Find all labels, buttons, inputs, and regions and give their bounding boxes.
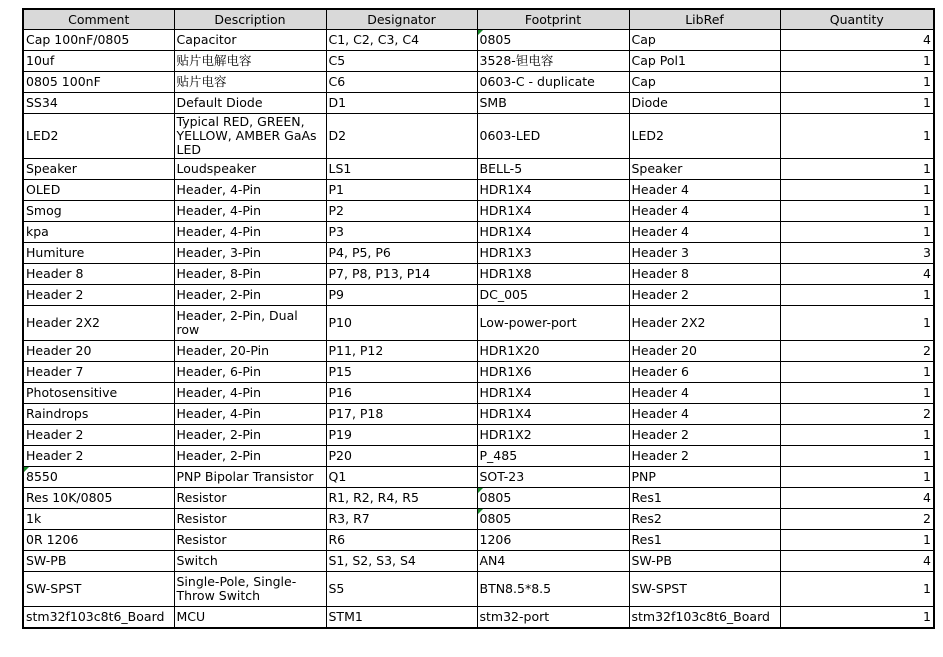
cell-description: Header, 2-Pin <box>174 446 326 467</box>
cell-footprint: HDR1X3 <box>477 243 629 264</box>
cell-footprint: HDR1X4 <box>477 222 629 243</box>
table-row <box>23 404 934 425</box>
cell-libref: SW-PB <box>629 551 780 572</box>
cell-description: Header, 4-Pin <box>174 201 326 222</box>
cell-comment: Res 10K/0805 <box>23 488 174 509</box>
cell-designator: S1, S2, S3, S4 <box>326 551 477 572</box>
cell-designator: Q1 <box>326 467 477 488</box>
cell-quantity: 2 <box>780 404 934 425</box>
cell-libref: Res1 <box>629 530 780 551</box>
cell-comment: Smog <box>23 201 174 222</box>
table-row <box>23 51 934 72</box>
cell-quantity: 1 <box>780 180 934 201</box>
cell-designator: D2 <box>326 114 477 159</box>
table-row <box>23 446 934 467</box>
cell-quantity: 1 <box>780 446 934 467</box>
table-row <box>23 306 934 341</box>
cell-comment: Cap 100nF/0805 <box>23 30 174 51</box>
cell-description: Switch <box>174 551 326 572</box>
table-row <box>23 488 934 509</box>
cell-designator: P15 <box>326 362 477 383</box>
cell-comment: OLED <box>23 180 174 201</box>
cell-comment: Header 2 <box>23 285 174 306</box>
cell-libref: Header 20 <box>629 341 780 362</box>
cell-comment: Raindrops <box>23 404 174 425</box>
table-row <box>23 572 934 607</box>
cell-comment: SW-SPST <box>23 572 174 607</box>
cell-libref: Res2 <box>629 509 780 530</box>
table-row <box>23 30 934 51</box>
cell-quantity: 1 <box>780 607 934 629</box>
cell-designator: P16 <box>326 383 477 404</box>
cell-designator: R3, R7 <box>326 509 477 530</box>
cell-designator: P3 <box>326 222 477 243</box>
cell-footprint: 3528-钽电容 <box>477 51 629 72</box>
cell-quantity: 1 <box>780 572 934 607</box>
cell-description: Header, 6-Pin <box>174 362 326 383</box>
cell-libref: stm32f103c8t6_Board <box>629 607 780 629</box>
cell-comment: Header 8 <box>23 264 174 285</box>
cell-quantity: 4 <box>780 488 934 509</box>
cell-designator: P11, P12 <box>326 341 477 362</box>
cell-quantity: 1 <box>780 425 934 446</box>
table-row <box>23 467 934 488</box>
cell-comment: LED2 <box>23 114 174 159</box>
cell-footprint: SMB <box>477 93 629 114</box>
cell-designator: P20 <box>326 446 477 467</box>
cell-libref: LED2 <box>629 114 780 159</box>
table-row <box>23 383 934 404</box>
cell-footprint: HDR1X20 <box>477 341 629 362</box>
cell-footprint: stm32-port <box>477 607 629 629</box>
cell-description: Resistor <box>174 530 326 551</box>
cell-description: Loudspeaker <box>174 159 326 180</box>
cell-libref: Header 4 <box>629 222 780 243</box>
cell-description: Header, 4-Pin <box>174 383 326 404</box>
cell-comment: Photosensitive <box>23 383 174 404</box>
cell-footprint: 0603-C - duplicate <box>477 72 629 93</box>
cell-quantity: 1 <box>780 383 934 404</box>
cell-description: Header, 4-Pin <box>174 222 326 243</box>
cell-libref: Header 2 <box>629 285 780 306</box>
cell-comment: 0R 1206 <box>23 530 174 551</box>
cell-footprint: HDR1X4 <box>477 180 629 201</box>
cell-description: 贴片电容 <box>174 72 326 93</box>
cell-libref: Header 3 <box>629 243 780 264</box>
cell-quantity: 1 <box>780 93 934 114</box>
cell-description: Header, 2-Pin, Dual row <box>174 306 326 341</box>
cell-footprint: HDR1X4 <box>477 404 629 425</box>
cell-footprint: DC_005 <box>477 285 629 306</box>
cell-description: Resistor <box>174 509 326 530</box>
cell-designator: R1, R2, R4, R5 <box>326 488 477 509</box>
cell-libref: Cap Pol1 <box>629 51 780 72</box>
bom-table <box>22 8 935 629</box>
cell-footprint: P_485 <box>477 446 629 467</box>
cell-footprint: Low-power-port <box>477 306 629 341</box>
cell-comment: 8550 <box>23 467 174 488</box>
cell-footprint: AN4 <box>477 551 629 572</box>
cell-description: Single-Pole, Single-Throw Switch <box>174 572 326 607</box>
cell-description: Default Diode <box>174 93 326 114</box>
cell-designator: P7, P8, P13, P14 <box>326 264 477 285</box>
cell-description: Header, 2-Pin <box>174 425 326 446</box>
cell-designator: P2 <box>326 201 477 222</box>
cell-footprint: 0603-LED <box>477 114 629 159</box>
cell-designator: STM1 <box>326 607 477 629</box>
cell-description: Typical RED, GREEN, YELLOW, AMBER GaAs LED <box>174 114 326 159</box>
cell-quantity: 1 <box>780 467 934 488</box>
cell-libref: Header 2X2 <box>629 306 780 341</box>
cell-libref: Header 4 <box>629 383 780 404</box>
cell-designator: R6 <box>326 530 477 551</box>
cell-comment: Header 20 <box>23 341 174 362</box>
cell-designator: C1, C2, C3, C4 <box>326 30 477 51</box>
header-comment: Comment <box>23 9 174 30</box>
cell-description: Capacitor <box>174 30 326 51</box>
table-row <box>23 285 934 306</box>
cell-quantity: 1 <box>780 306 934 341</box>
cell-comment: 1k <box>23 509 174 530</box>
cell-quantity: 3 <box>780 243 934 264</box>
header-designator: Designator <box>326 9 477 30</box>
cell-comment: SS34 <box>23 93 174 114</box>
cell-footprint: HDR1X4 <box>477 201 629 222</box>
cell-quantity: 1 <box>780 222 934 243</box>
cell-description: Header, 4-Pin <box>174 180 326 201</box>
table-row <box>23 264 934 285</box>
table-row <box>23 551 934 572</box>
cell-quantity: 2 <box>780 509 934 530</box>
cell-footprint: BELL-5 <box>477 159 629 180</box>
table-row <box>23 222 934 243</box>
table-row <box>23 114 934 159</box>
cell-footprint: HDR1X2 <box>477 425 629 446</box>
table-row <box>23 509 934 530</box>
table-row <box>23 72 934 93</box>
cell-quantity: 4 <box>780 264 934 285</box>
cell-libref: Speaker <box>629 159 780 180</box>
cell-comment: kpa <box>23 222 174 243</box>
cell-quantity: 1 <box>780 530 934 551</box>
table-row <box>23 159 934 180</box>
cell-designator: D1 <box>326 93 477 114</box>
cell-quantity: 1 <box>780 159 934 180</box>
table-row <box>23 341 934 362</box>
cell-designator: C5 <box>326 51 477 72</box>
header-description: Description <box>174 9 326 30</box>
cell-description: Header, 8-Pin <box>174 264 326 285</box>
cell-designator: P17, P18 <box>326 404 477 425</box>
cell-quantity: 1 <box>780 362 934 383</box>
cell-comment: Header 7 <box>23 362 174 383</box>
cell-designator: P1 <box>326 180 477 201</box>
cell-designator: P4, P5, P6 <box>326 243 477 264</box>
cell-description: Header, 4-Pin <box>174 404 326 425</box>
cell-designator: P19 <box>326 425 477 446</box>
cell-footprint: 1206 <box>477 530 629 551</box>
cell-quantity: 4 <box>780 551 934 572</box>
cell-comment: stm32f103c8t6_Board <box>23 607 174 629</box>
cell-footprint: HDR1X8 <box>477 264 629 285</box>
table-row <box>23 425 934 446</box>
cell-footprint: 0805 <box>477 509 629 530</box>
cell-quantity: 2 <box>780 341 934 362</box>
cell-comment: 0805 100nF <box>23 72 174 93</box>
cell-description: PNP Bipolar Transistor <box>174 467 326 488</box>
cell-footprint: SOT-23 <box>477 467 629 488</box>
header-libref: LibRef <box>629 9 780 30</box>
cell-description: Resistor <box>174 488 326 509</box>
cell-quantity: 1 <box>780 51 934 72</box>
cell-designator: C6 <box>326 72 477 93</box>
header-quantity: Quantity <box>780 9 934 30</box>
cell-libref: Diode <box>629 93 780 114</box>
cell-comment: Header 2X2 <box>23 306 174 341</box>
cell-designator: LS1 <box>326 159 477 180</box>
cell-libref: Header 2 <box>629 425 780 446</box>
header-footprint: Footprint <box>477 9 629 30</box>
cell-comment: Header 2 <box>23 425 174 446</box>
table-row <box>23 93 934 114</box>
cell-comment: SW-PB <box>23 551 174 572</box>
cell-quantity: 4 <box>780 30 934 51</box>
cell-footprint: BTN8.5*8.5 <box>477 572 629 607</box>
cell-footprint: 0805 <box>477 30 629 51</box>
cell-comment: Speaker <box>23 159 174 180</box>
cell-comment: Humiture <box>23 243 174 264</box>
cell-comment: 10uf <box>23 51 174 72</box>
table-row <box>23 180 934 201</box>
cell-description: Header, 2-Pin <box>174 285 326 306</box>
cell-quantity: 1 <box>780 285 934 306</box>
cell-footprint: 0805 <box>477 488 629 509</box>
cell-libref: Header 2 <box>629 446 780 467</box>
table-row <box>23 362 934 383</box>
cell-libref: Header 8 <box>629 264 780 285</box>
cell-description: MCU <box>174 607 326 629</box>
cell-libref: Res1 <box>629 488 780 509</box>
cell-libref: Header 4 <box>629 404 780 425</box>
cell-libref: SW-SPST <box>629 572 780 607</box>
cell-description: Header, 3-Pin <box>174 243 326 264</box>
cell-description: Header, 20-Pin <box>174 341 326 362</box>
cell-libref: PNP <box>629 467 780 488</box>
table-row <box>23 201 934 222</box>
cell-libref: Cap <box>629 30 780 51</box>
cell-footprint: HDR1X6 <box>477 362 629 383</box>
table-row <box>23 607 934 629</box>
cell-libref: Header 4 <box>629 201 780 222</box>
cell-libref: Cap <box>629 72 780 93</box>
cell-designator: P10 <box>326 306 477 341</box>
cell-libref: Header 6 <box>629 362 780 383</box>
cell-footprint: HDR1X4 <box>477 383 629 404</box>
header-row <box>23 9 934 30</box>
cell-designator: S5 <box>326 572 477 607</box>
cell-comment: Header 2 <box>23 446 174 467</box>
cell-designator: P9 <box>326 285 477 306</box>
table-row <box>23 530 934 551</box>
table-row <box>23 243 934 264</box>
cell-quantity: 1 <box>780 201 934 222</box>
cell-quantity: 1 <box>780 72 934 93</box>
cell-quantity: 1 <box>780 114 934 159</box>
cell-description: 贴片电解电容 <box>174 51 326 72</box>
cell-libref: Header 4 <box>629 180 780 201</box>
